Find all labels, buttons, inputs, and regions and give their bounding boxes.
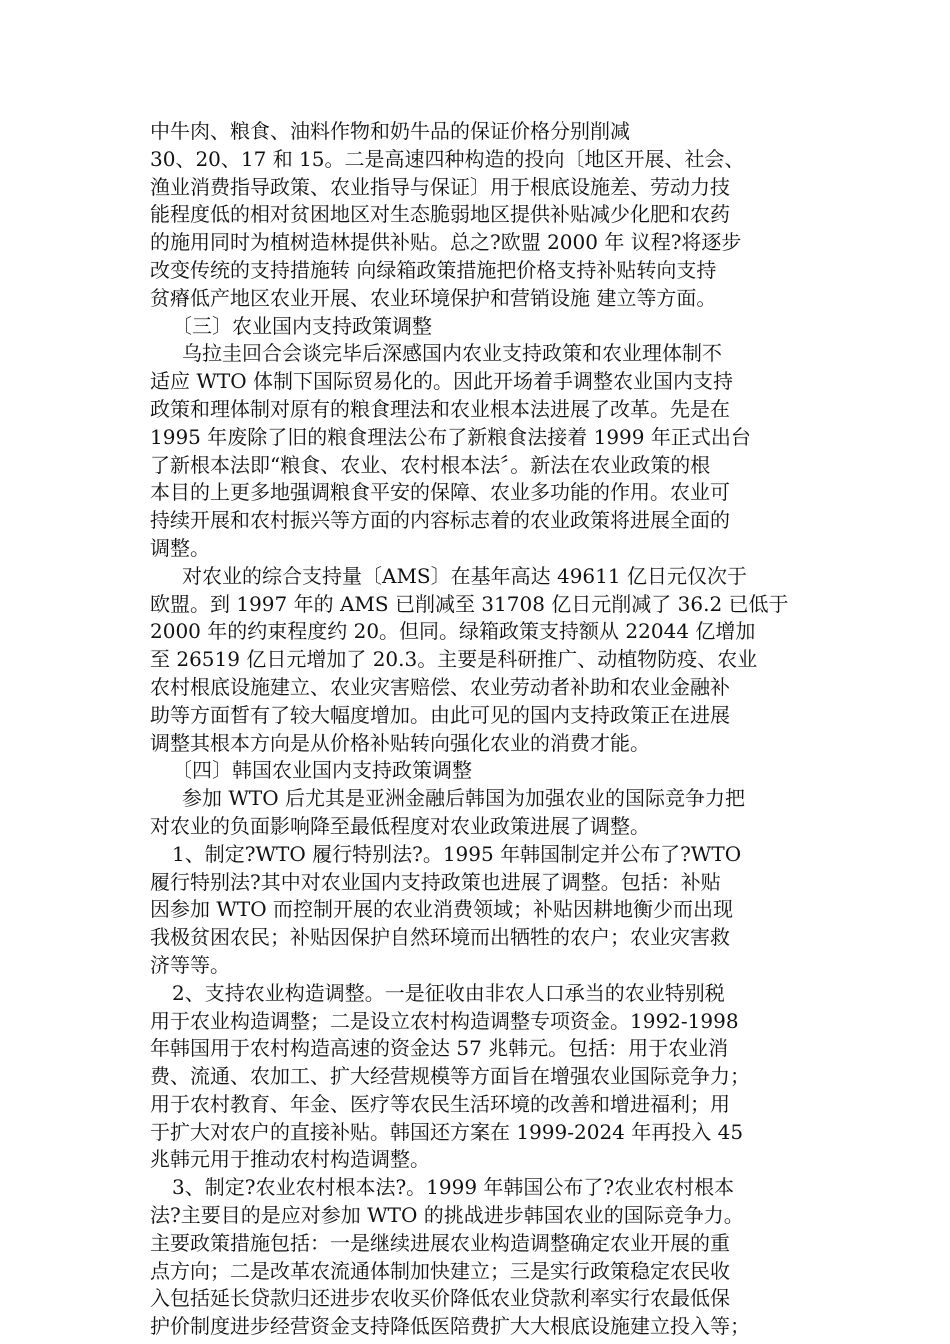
text-line: 兆韩元用于推动农村构造调整。 bbox=[150, 1147, 430, 1172]
text-line: 于扩大对农户的直接补贴。韩国还方案在 1999-2024 年再投入 45 bbox=[150, 1119, 744, 1144]
text-line: 对农业的负面影响降至最低程度对农业政策进展了调整。 bbox=[150, 813, 650, 838]
paragraph-first-line: 对农业的综合支持量〔AMS〕在基年高达 49611 亿日元仅次于 bbox=[182, 563, 747, 588]
text-line: 主要政策措施包括：一是继续进展农业构造调整确定农业开展的重 bbox=[150, 1230, 730, 1255]
text-line: 用于农村教育、年金、医疗等农民生活环境的改善和增进福利；用 bbox=[150, 1091, 730, 1116]
text-line: 护价制度进步经营资金支持降低医陪费扩大大根底设施建立投入等； bbox=[150, 1314, 750, 1339]
text-line: 2000 年的约束程度约 20。但同。绿箱政策支持额从 22044 亿增加 bbox=[150, 619, 756, 644]
text-line: 助等方面晳有了较大幅度增加。由此可见的国内支持政策正在进展 bbox=[150, 702, 730, 727]
section-heading: 〔三〕农业国内支持政策调整 bbox=[172, 313, 432, 338]
text-line: 能程度低的相对贫困地区对生态脆弱地区提供补贴减少化肥和农药 bbox=[150, 202, 730, 227]
text-line: 我极贫困农民；补贴因保护自然环境而出牺牲的农户；农业灾害救 bbox=[150, 925, 730, 950]
text-line: 欧盟。到 1997 年的 AMS 已削减至 31708 亿日元削减了 36.2 已低于 bbox=[150, 591, 789, 616]
text-line: 调整。 bbox=[150, 535, 210, 560]
document-page bbox=[150, 118, 800, 1341]
paragraph-first-line: 3、制定?农业农村根本法?。1999 年韩国公布了?农业农村根本 bbox=[172, 1175, 735, 1200]
text-line: 用于农业构造调整；二是设立农村构造调整专项资金。1992-1998 bbox=[150, 1008, 739, 1033]
text-line: 本目的上更多地强调粮食平安的保障、农业多功能的作用。农业可 bbox=[150, 480, 730, 505]
text-line: 农村根底设施建立、农业灾害赔偿、农业劳动者补助和农业金融补 bbox=[150, 674, 730, 699]
text-line: 费、流通、农加工、扩大经营规模等方面旨在增强农业国际竞争力； bbox=[150, 1064, 750, 1089]
text-line: 至 26519 亿日元增加了 20.3。主要是科研推广、动植物防疫、农业 bbox=[150, 647, 758, 672]
text-line: 了新根本法即“粮食、农业、农村根本法〞。新法在农业政策的根 bbox=[150, 452, 711, 477]
text-line: 贫瘠低产地区农业开展、农业环境保护和营销设施 建立等方面。 bbox=[150, 285, 717, 310]
text-line: 的施用同时为植树造林提供补贴。总之?欧盟 2000 年 议程?将逐步 bbox=[150, 230, 742, 255]
text-line: 政策和理体制对原有的粮食理法和农业根本法进展了改革。先是在 bbox=[150, 396, 730, 421]
paragraph-first-line: 乌拉圭回合会谈完毕后深感国内农业支持政策和农业理体制不 bbox=[182, 341, 722, 366]
text-line: 年韩国用于农村构造高速的资金达 57 兆韩元。包括：用于农业消 bbox=[150, 1036, 729, 1061]
text-line: 法?主要目的是应对参加 WTO 的挑战进步韩国农业的国际竞争力。 bbox=[150, 1203, 744, 1228]
paragraph-first-line: 1、制定?WTO 履行特别法?。1995 年韩国制定并公布了?WTO bbox=[172, 841, 742, 866]
paragraph-first-line: 参加 WTO 后尤其是亚洲金融后韩国为加强农业的国际竞争力把 bbox=[182, 786, 746, 811]
text-line: 中牛肉、粮食、油料作物和奶牛品的保证价格分别削减 bbox=[150, 119, 630, 143]
text-line: 履行特别法?其中对农业国内支持政策也进展了调整。包括：补贴 bbox=[150, 869, 721, 894]
text-line: 适应 WTO 体制下国际贸易化的。因此开场着手调整农业国内支持 bbox=[150, 369, 734, 394]
text-line: 改变传统的支持措施转 向绿箱政策措施把价格支持补贴转向支持 bbox=[150, 257, 717, 282]
text-line: 济等等。 bbox=[150, 952, 230, 977]
text-line: 调整其根本方向是从价格补贴转向强化农业的消费才能。 bbox=[150, 730, 650, 755]
text-line: 点方向；二是改革农流通体制加快建立；三是实行政策稳定农民收 bbox=[150, 1258, 730, 1283]
paragraph-first-line: 2、支持农业构造调整。一是征收由非农人口承当的农业特别税 bbox=[172, 980, 725, 1005]
text-line: 入包括延长贷款归还进步农收买价降低农业贷款利率实行农最低保 bbox=[150, 1286, 730, 1311]
text-line: 渔业消费指导政策、农业指导与保证〕用于根底设施差、劳动力技 bbox=[150, 174, 730, 199]
text-line: 因参加 WTO 而控制开展的农业消费领域；补贴因耕地衡少而出现 bbox=[150, 897, 734, 922]
section-heading: 〔四〕韩国农业国内支持政策调整 bbox=[172, 758, 472, 783]
text-line: 1995 年废除了旧的粮食理法公布了新粮食法接着 1999 年正式出台 bbox=[150, 424, 751, 449]
text-line: 30、20、17 和 15。二是高速四种构造的投向〔地区开展、社会、 bbox=[150, 146, 745, 171]
text-line: 持续开展和农村振兴等方面的内容标志着的农业政策将进展全面的 bbox=[150, 508, 730, 533]
